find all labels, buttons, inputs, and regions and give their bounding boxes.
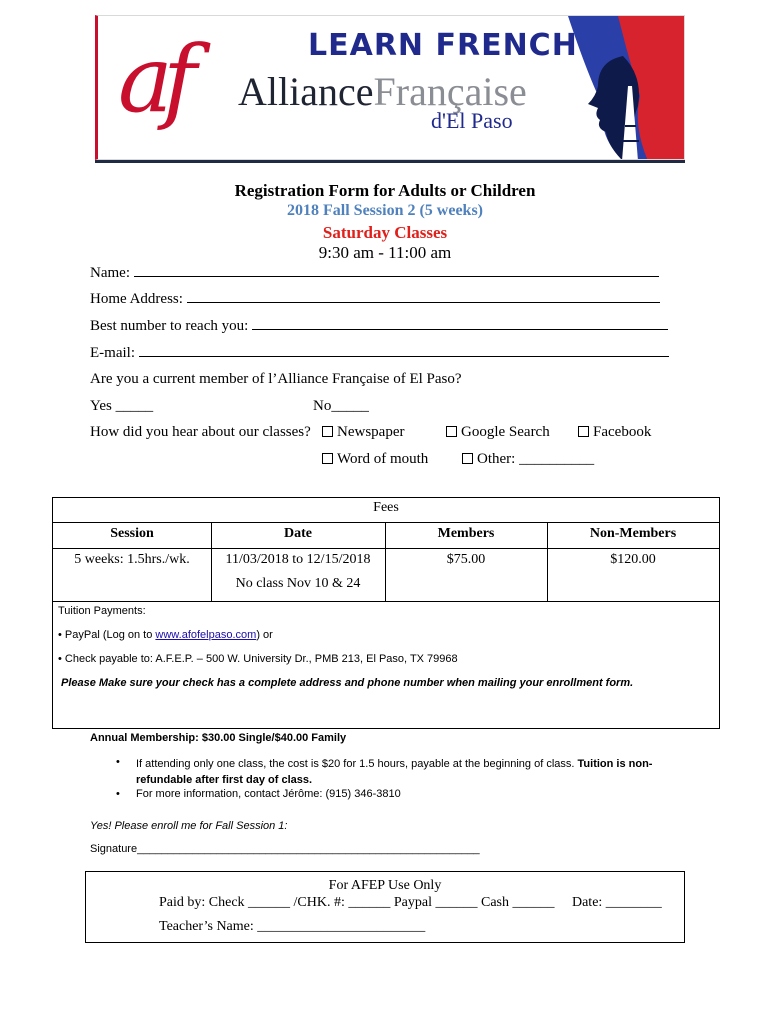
no-option[interactable]: No_____	[313, 398, 369, 414]
option-word-of-mouth[interactable]	[322, 451, 428, 468]
option-label: Google Search	[461, 424, 550, 440]
time-title: 9:30 am - 11:00 am	[318, 243, 452, 262]
phone-field[interactable]	[90, 317, 668, 335]
other-checkbox[interactable]	[462, 453, 473, 464]
address-label: Home Address:	[90, 291, 183, 307]
af-logo: af	[118, 26, 187, 133]
paypal-prefix: • PayPal (Log on to	[58, 629, 156, 641]
tuition-title: Tuition Payments:	[58, 605, 146, 617]
cell-session: 5 weeks: 1.5hrs./wk.	[74, 552, 190, 567]
cell-members: $75.00	[446, 552, 486, 567]
yes-option[interactable]: Yes _____	[90, 398, 154, 414]
paypal-link[interactable]: www.afofelpaso.com	[155, 629, 257, 641]
divider	[53, 522, 719, 523]
bullet-dot: •	[116, 788, 120, 800]
name-field[interactable]	[90, 264, 659, 282]
header-members: Members	[437, 526, 495, 541]
bullet-two: For more information, contact Jérôme: (915) 346-3810	[136, 788, 401, 800]
email-label: E-mail:	[90, 345, 135, 361]
option-label: Facebook	[593, 424, 652, 440]
fees-caption: Fees	[373, 500, 399, 515]
phone-input-line[interactable]	[252, 317, 668, 330]
name-part-1: Alliance	[238, 69, 374, 114]
signature-line[interactable]: Signature________________________________________________________	[90, 843, 480, 855]
paypal-suffix: ) or	[256, 629, 273, 641]
word-of-mouth-checkbox[interactable]	[322, 453, 333, 464]
flag-silhouette-icon	[528, 16, 685, 160]
paypal-line	[58, 629, 273, 641]
facebook-checkbox[interactable]	[578, 426, 589, 437]
office-title: For AFEP Use Only	[328, 878, 442, 893]
email-field[interactable]	[90, 344, 669, 362]
membership-title: Annual Membership: $30.00 Single/$40.00 Family	[90, 732, 347, 744]
learn-french-heading: LEARN FRENCH	[308, 28, 578, 63]
address-input-line[interactable]	[187, 290, 660, 303]
session-title: 2018 Fall Session 2 (5 weeks)	[287, 202, 483, 219]
header-session: Session	[110, 526, 154, 541]
hear-question: How did you hear about our classes?	[90, 424, 311, 440]
option-label: Other: __________	[477, 451, 595, 467]
option-newspaper[interactable]	[322, 424, 404, 441]
option-label: Word of mouth	[337, 451, 429, 467]
divider	[53, 548, 719, 549]
banner-rule	[95, 160, 685, 163]
email-input-line[interactable]	[139, 344, 669, 357]
header-non-members: Non-Members	[589, 526, 677, 541]
address-field[interactable]	[90, 290, 660, 308]
divider	[53, 601, 719, 602]
bullet-one	[136, 756, 696, 788]
check-line: • Check payable to: A.F.E.P. – 500 W. University Dr., PMB 213, El Paso, TX 79968	[58, 653, 458, 665]
header-date: Date	[284, 526, 312, 541]
option-google[interactable]	[446, 424, 550, 441]
banner	[95, 15, 685, 160]
form-title: Registration Form for Adults or Children	[234, 181, 536, 200]
enroll-line: Yes! Please enroll me for Fall Session 1:	[90, 820, 288, 832]
day-title: Saturday Classes	[322, 223, 448, 242]
paid-by-line[interactable]: Paid by: Check ______ /CHK. #: ______ Paypal ______ Cash ______ Date: ________	[159, 895, 662, 910]
option-label: Newspaper	[337, 424, 405, 440]
name-input-line[interactable]	[134, 264, 659, 277]
cell-non-members: $120.00	[610, 552, 656, 567]
mailing-warning: Please Make sure your check has a complete address and phone number when mailing your enrollment form.	[61, 677, 634, 689]
bullet-one-bold: Tuition is non-	[577, 758, 653, 770]
fees-table	[52, 497, 720, 729]
phone-label: Best number to reach you:	[90, 318, 249, 334]
bullet-one-text: If attending only one class, the cost is $20 for 1.5 hours, payable at the beginning of class.	[136, 758, 575, 770]
teacher-line[interactable]: Teacher’s Name: ________________________	[159, 919, 426, 934]
bullet-dot: •	[116, 756, 120, 768]
name-label: Name:	[90, 265, 130, 281]
member-question: Are you a current member of l’Alliance Française of El Paso?	[90, 371, 462, 387]
bullet-one-bold-cont: refundable after first day of class.	[136, 774, 313, 786]
cell-date-note: No class Nov 10 & 24	[235, 576, 361, 591]
name-part-2: Française	[373, 69, 527, 114]
google-checkbox[interactable]	[446, 426, 457, 437]
office-use-box	[85, 871, 685, 943]
city-name: d'El Paso	[431, 108, 513, 133]
newspaper-checkbox[interactable]	[322, 426, 333, 437]
option-facebook[interactable]	[578, 424, 651, 441]
cell-date: 11/03/2018 to 12/15/2018	[225, 552, 371, 567]
option-other[interactable]	[462, 451, 594, 468]
